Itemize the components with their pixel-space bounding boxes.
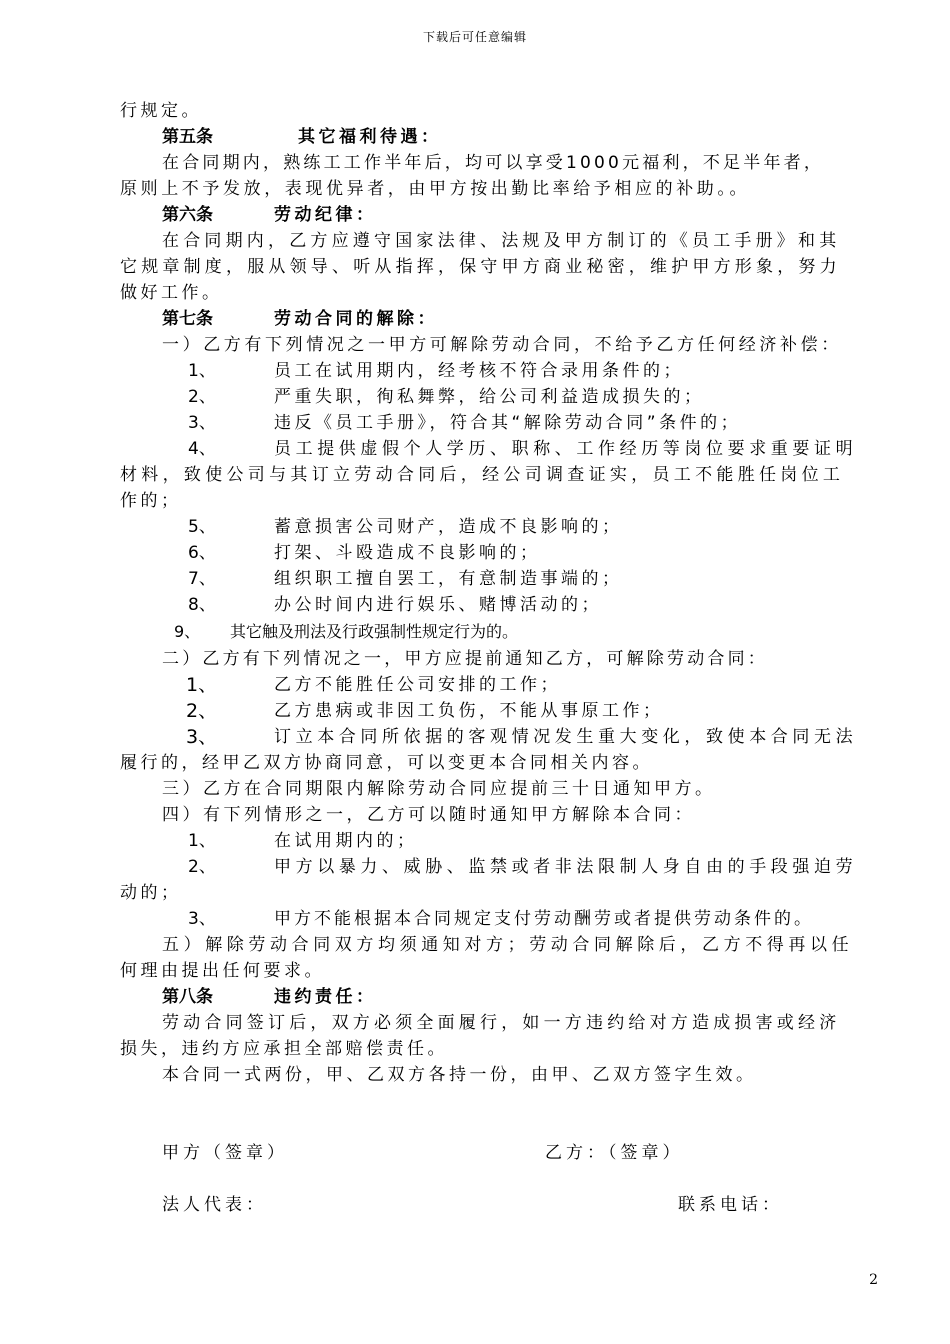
- list-number: 2、: [186, 700, 218, 722]
- text-line: 材料，致使公司与其订立劳动合同后，经公司调查证实，员工不能胜任岗位工: [120, 465, 845, 485]
- party-a-signature: 甲方（签章）: [162, 1143, 288, 1163]
- list-number: 3、: [186, 726, 218, 748]
- text-line: 五）解除劳动合同双方均须通知对方；劳动合同解除后，乙方不得再以任: [162, 935, 854, 955]
- text-line: 在合同期内，乙方应遵守国家法律、法规及甲方制订的《员工手册》和其: [162, 231, 841, 251]
- list-item: 在试用期内的；: [274, 831, 418, 851]
- list-number: 3、: [188, 413, 216, 433]
- contact-phone-label: 联系电话：: [678, 1195, 783, 1215]
- article-6-number: 第六条: [162, 205, 213, 225]
- text-line: 在合同期内，熟练工工作半年后，均可以享受1000元福利，不足半年者，: [162, 153, 825, 173]
- list-item: 员工提供虚假个人学历、职称、工作经历等岗位要求重要证明: [274, 439, 858, 459]
- text-line: 四）有下列情形之一，乙方可以随时通知甲方解除本合同：: [162, 805, 695, 825]
- list-item: 乙方患病或非因工负伤，不能从事原工作；: [274, 701, 664, 721]
- list-number: 8、: [188, 595, 216, 615]
- list-number: 1、: [188, 361, 216, 381]
- party-b-signature: 乙方：（签章）: [545, 1143, 684, 1163]
- article-7-title: 劳动合同的解除：: [274, 309, 438, 329]
- list-item: 严重失职，徇私舞弊，给公司利益造成损失的；: [274, 387, 705, 407]
- article-7-number: 第七条: [162, 309, 213, 329]
- text-line: 劳动合同签订后，双方必须全面履行，如一方违约给对方造成损害或经济: [162, 1013, 841, 1033]
- text-line: 何理由提出任何要求。: [120, 961, 325, 981]
- list-item: 甲方以暴力、威胁、监禁或者非法限制人身自由的手段强迫劳: [274, 857, 858, 877]
- text-line: 动的；: [120, 883, 182, 903]
- list-item: 蓄意损害公司财产，造成不良影响的；: [274, 517, 623, 537]
- text-line: 一）乙方有下列情况之一甲方可解除劳动合同，不给予乙方任何经济补偿：: [162, 335, 842, 355]
- list-number: 1、: [186, 674, 218, 696]
- article-8-title: 违约责任：: [274, 987, 377, 1007]
- list-number: 1、: [188, 831, 216, 851]
- list-number: 6、: [188, 543, 216, 563]
- list-item: 打架、斗殴造成不良影响的；: [274, 543, 541, 563]
- list-item: 其它触及刑法及行政强制性规定行为的。: [230, 622, 519, 641]
- article-5-title: 其它福利待遇：: [298, 127, 442, 147]
- list-number: 9、: [174, 622, 201, 641]
- list-item: 甲方不能根据本合同规定支付劳动酬劳或者提供劳动条件的。: [274, 909, 814, 929]
- text-line: 做好工作。: [120, 283, 223, 303]
- text-line: 损失，违约方应承担全部赔偿责任。: [120, 1039, 448, 1059]
- list-number: 3、: [188, 909, 216, 929]
- list-number: 7、: [188, 569, 216, 589]
- article-5-number: 第五条: [162, 127, 213, 147]
- text-line: 行规定。: [120, 101, 202, 121]
- list-item: 乙方不能胜任公司安排的工作；: [274, 675, 561, 695]
- text-line: 三）乙方在合同期限内解除劳动合同应提前三十日通知甲方。: [162, 779, 716, 799]
- article-8-number: 第八条: [162, 987, 213, 1007]
- list-item: 组织职工擅自罢工，有意制造事端的；: [274, 569, 623, 589]
- list-item: 订立本合同所依据的客观情况发生重大变化，致使本合同无法: [274, 727, 858, 747]
- list-item: 办公时间内进行娱乐、赌博活动的；: [274, 595, 602, 615]
- text-line: 履行的，经甲乙双方协商同意，可以变更本合同相关内容。: [120, 753, 653, 773]
- list-number: 2、: [188, 857, 216, 877]
- list-number: 5、: [188, 517, 216, 537]
- page-number: 2: [869, 1272, 878, 1288]
- text-line: 二）乙方有下列情况之一，甲方应提前通知乙方，可解除劳动合同：: [162, 649, 768, 669]
- text-line: 原则上不予发放，表现优异者，由甲方按出勤比率给予相应的补助。。: [120, 179, 751, 199]
- list-item: 违反《员工手册》，符合其“解除劳动合同”条件的；: [274, 413, 742, 433]
- text-line: 作的；: [120, 491, 182, 511]
- text-line: 它规章制度，服从领导、听从指挥，保守甲方商业秘密，维护甲方形象，努力: [120, 257, 841, 277]
- list-number: 2、: [188, 387, 216, 407]
- text-line: 本合同一式两份，甲、乙双方各持一份，由甲、乙双方签字生效。: [162, 1065, 757, 1085]
- page-header: 下载后可任意编辑: [422, 30, 527, 44]
- legal-representative-label: 法人代表：: [162, 1195, 267, 1215]
- article-6-title: 劳动纪律：: [274, 205, 377, 225]
- list-number: 4、: [188, 439, 216, 459]
- list-item: 员工在试用期内，经考核不符合录用条件的；: [274, 361, 684, 381]
